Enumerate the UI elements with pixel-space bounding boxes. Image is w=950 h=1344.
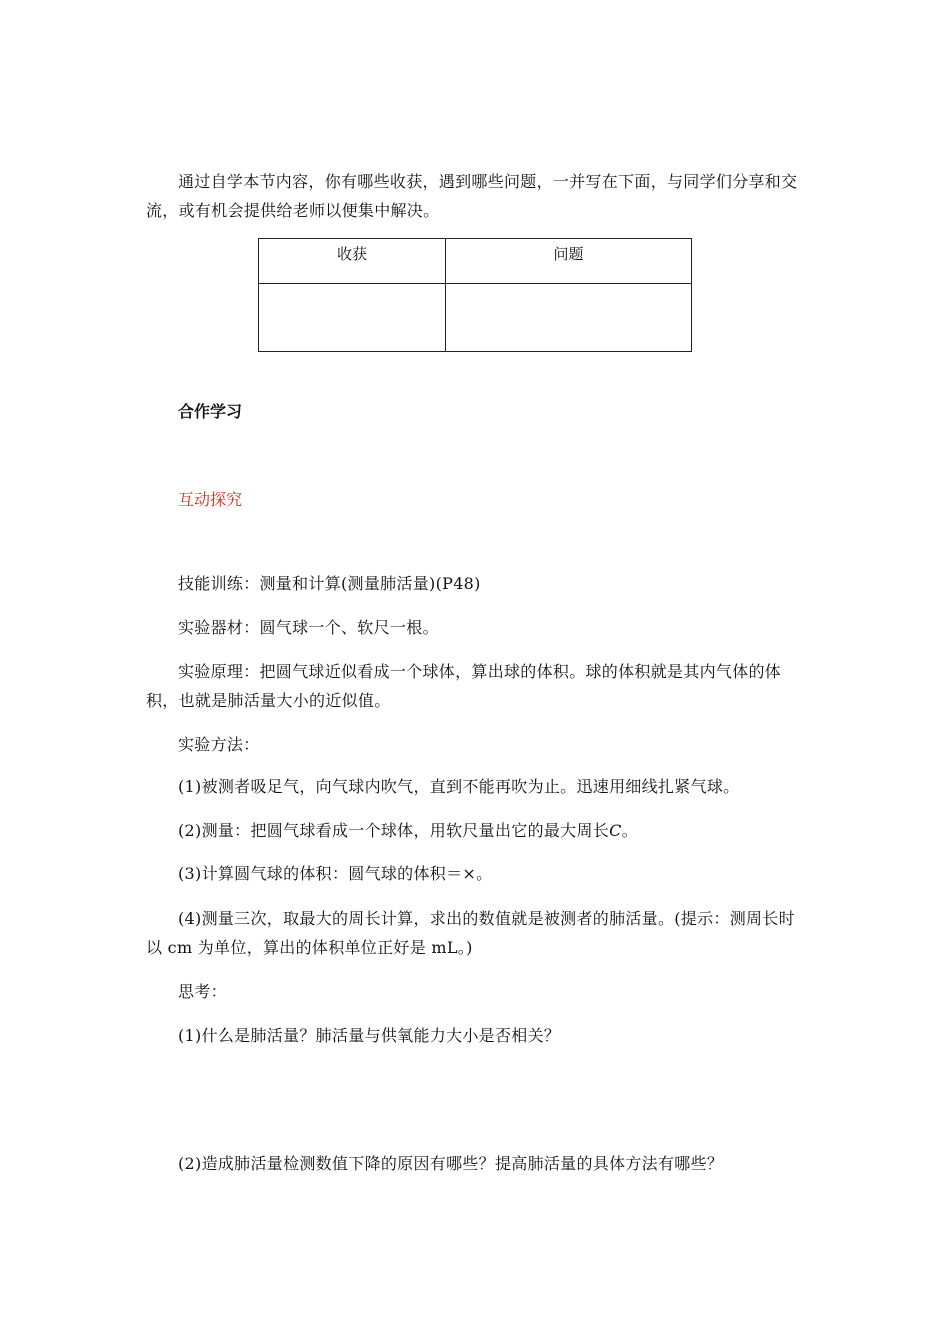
thinking-question-1: (1)什么是肺活量？肺活量与供氧能力大小是否相关？	[178, 1026, 561, 1045]
reflection-table	[258, 238, 692, 352]
table-header-questions: 问题	[446, 239, 692, 284]
method-step-2	[146, 816, 811, 845]
table-row	[259, 284, 692, 352]
method-step-2-end: 。	[621, 821, 638, 840]
method-step-4: (4)测量三次，取最大的周长计算，求出的数值就是被测者的肺活量。(提示：测周长时以 cm 为单位，算出的体积单位正好是 mL。)	[146, 909, 795, 957]
thinking-question-2: (2)造成肺活量检测数值下降的原因有哪些？提高肺活量的具体方法有哪些？	[178, 1154, 724, 1173]
materials-paragraph: 实验器材：圆气球一个、软尺一根。	[178, 618, 439, 637]
method-step-2-text: (2)测量：把圆气球看成一个球体，用软尺量出它的最大周长	[178, 821, 610, 840]
principle-paragraph: 实验原理：把圆气球近似看成一个球体，算出球的体积。球的体积就是其内气体的体积，也就是肺活量大小的近似值。	[146, 662, 782, 710]
intro-paragraph: 通过自学本节内容，你有哪些收获，遇到哪些问题，一并写在下面，与同学们分享和交流，或有机会提供给老师以便集中解决。	[146, 172, 798, 220]
table-header-row	[259, 239, 692, 284]
method-step-3: (3)计算圆气球的体积：圆气球的体积＝×。	[178, 864, 493, 883]
subsection-title: 互动探究	[178, 490, 243, 509]
table-cell-questions[interactable]	[446, 284, 692, 352]
table-header-gains: 收获	[259, 239, 446, 284]
perimeter-variable: C	[609, 821, 622, 840]
thinking-label: 思考：	[178, 982, 227, 1001]
method-label: 实验方法：	[178, 735, 260, 754]
table-cell-gains[interactable]	[259, 284, 446, 352]
section-title: 合作学习	[178, 402, 243, 421]
method-step-1: (1)被测者吸足气，向气球内吹气，直到不能再吹为止。迅速用细线扎紧气球。	[178, 777, 740, 796]
skill-title: 技能训练：测量和计算(测量肺活量)(P48)	[178, 574, 481, 593]
